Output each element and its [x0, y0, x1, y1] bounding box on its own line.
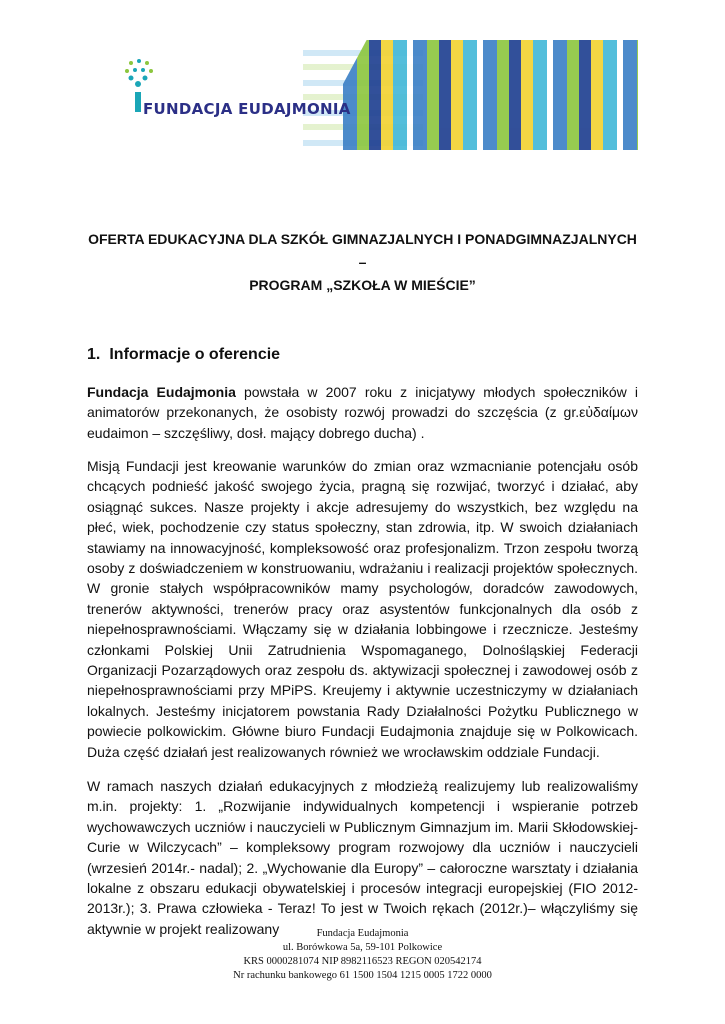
footer-line-registry: KRS 0000281074 NIP 8982116523 REGON 020542174	[243, 956, 482, 967]
footer-line-address: ul. Borówkowa 5a, 59-101 Polkowice	[282, 942, 443, 953]
paragraph-projects: W ramach naszych działań edukacyjnych z młodzieżą realizujemy lub realizowaliśmy m.in. projekty: 1. „Rozwijanie indywidualnych kompetencji i wspieranie potrzeb wychowawczych uczniów i nauczycieli w Publicznym Gimnazjum im. Marii Skłodowskiej-Curie w Wilczycach” – kompleksowy program rozwojowy dla uczniów i nauczycieli (wrzesień 2014r.- nadal); 2. „Wychowanie dla Europy” – całoroczne warsztaty i działania lokalne z obszaru edukacji obywatelskiej i procesów integracji europejskiej (FIO 2012-2013r.); 3. Prawa człowieka - Teraz! To jest w Twoich rękach (2012r.)– włączyliśmy się aktywnie w projekt realizowany	[87, 778, 638, 937]
header-banner	[103, 40, 638, 150]
foundation-logo-icon	[121, 52, 157, 132]
title-line-1: OFERTA EDUKACYJNA DLA SZKÓŁ GIMNAZJALNYCH I PONADGIMNAZJALNYCH	[88, 231, 637, 247]
title-line-2: PROGRAM „SZKOŁA W MIEŚCIE”	[249, 277, 476, 293]
section-number: 1.	[87, 346, 101, 363]
title-dash: –	[358, 254, 367, 270]
logo-text: FUNDACJA EUDAJMONIA	[143, 100, 351, 118]
paragraph-mission: Misją Fundacji jest kreowanie warunków do zmian oraz wzmacnianie potencjału osób chcących podnieść jakość swojego życia, pragną się rozwijać, tworzyć i działać, aby osiągnąć sukces. Nasze projekty i akcje adresujemy do wszystkich, bez względu na płeć, wiek, pochodzenie czy status społeczny, stan zdrowia, itp. W swoich działaniach stawiamy na innowacyjność, kompleksowość oraz profesjonalizm. Trzon zespołu tworzą osoby z doświadczeniem w konstruowaniu, wdrażaniu i realizacji projektów społecznych. W gronie stałych współpracowników mamy psychologów, doradców zawodowych, trenerów aktywności, trenerów pracy oraz asystentów funkcjonalnych dla osób z niepełnosprawnościami. Włączamy się w działania lobbingowe i rzecznicze. Jesteśmy członkami Polskiej Unii Zatrudnienia Wspomaganego, Dolnośląskiej Federacji Organizacji Pozarządowych oraz zespołu ds. aktywizacji społecznej i zawodowej osób z niepełnosprawnościami przy MPiPS. Kreujemy i aktywnie uczestniczymy w działaniach lokalnych. Jesteśmy inicjatorem powstania Rady Działalności Pożytku Publicznego w powiecie polkowickim. Główne biuro Fundacji Eudajmonia znajduje się w Polkowicach. Duża część działań jest realizowanych również we wrocławskim oddziale Fundacji.	[87, 458, 638, 760]
footer-line-name: Fundacja Eudajmonia	[316, 928, 409, 939]
section-heading	[87, 346, 280, 364]
foundation-name-bold: Fundacja Eudajmonia	[87, 384, 236, 400]
banner-mosaic	[343, 40, 638, 150]
section-title: Informacje o oferencie	[109, 346, 281, 363]
paragraph-intro	[87, 382, 638, 443]
page-footer	[0, 927, 725, 983]
document-title	[60, 228, 665, 297]
paragraph-intro-text: powstała w 2007 roku z inicjatywy młodych społeczników i animatorów przekonanych, że osobisty rozwój prowadzi do szczęścia (z gr.εὐδαίμων eudaimon – szczęśliwy, dosł. mający dobrego ducha) .	[87, 384, 638, 441]
footer-line-bank: Nr rachunku bankowego 61 1500 1504 1215 0005 1722 0000	[233, 970, 492, 981]
